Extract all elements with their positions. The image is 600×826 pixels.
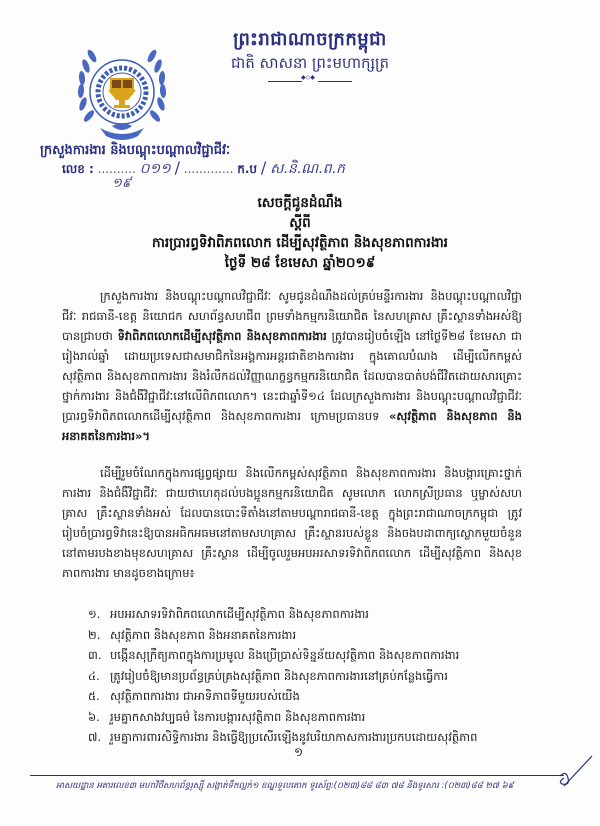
ministry-logo — [72, 44, 172, 144]
list-text: រួមគ្នាការពារសិទ្ធិការងារ និងធ្វើឱ្យប្រសើរឡើងនូវបរិយាកាសការងារប្រកបដោយសុវត្ថិភាព — [110, 730, 478, 744]
footer-divider — [30, 775, 564, 776]
paragraph-2-text: ដើម្បីរួមចំណែកក្នុងការផ្សព្វផ្សាយ និងលើកកម្ពស់សុវត្ថិភាព និងសុខភាពការងារ និងបង្ការគ្រោះថ្នាក់ការងារ និងជំងឺវិជ្ជាជីវៈ ជាយថាហេតុដល់បងប្អូនកម្មករនិយោជិត សូមលោក លោកស្រីប្រធាន ឬម្ចាស់សហគ្រាស គ្រឹះស្ថានទាំងអស់ ដែលបានបោះទីតាំងនៅតាមបណ្តារាជធានី-ខេត្ត ក្នុងព្រះរាជាណាចក្រកម្ពុជា ត្រូវរៀបចំប្រារព្ធទិវានេះឱ្យបានអធិកអធមនៅតាមសហគ្រាស គ្រឹះស្ថានរបស់ខ្លួន និងចងបដាពាក្យស្លោកមួយចំនួននៅតាមរបងខាងមុខសហគ្រាស គ្រឹះស្ថាន ដើម្បីចូលរួមអបអរសាទរទិវាពិភពលោក ដើម្បីសុវត្ថិភាព និងសុខភាពការងារ មានដូចខាងក្រោម៖ — [62, 466, 522, 580]
slash-divider: / — [174, 158, 180, 177]
document-date: ថ្ងៃទី ២៨ ខែមេសា ឆ្នាំ២០១៩ — [224, 255, 376, 271]
list-item — [88, 604, 548, 625]
list-number: ៥. — [88, 689, 100, 703]
paragraph-1-bold: ទិវាពិភពលោកដើម្បីសុវត្ថិភាព និងសុខភាពការងារ — [117, 329, 327, 343]
list-number: ២. — [88, 627, 101, 642]
initial-signature — [556, 752, 596, 792]
reference-code-print: ក.ប — [237, 162, 258, 176]
document-titles — [60, 193, 540, 273]
reference-number: ០១១ — [139, 161, 171, 177]
paragraph-2 — [62, 463, 522, 583]
national-motto: ជាតិ សាសនា ព្រះមហាក្សត្រ — [230, 54, 390, 72]
list-item — [88, 727, 548, 748]
list-number: ៧. — [88, 730, 102, 744]
list-text: រួមគ្នាកសាងវប្បធម៌ នៃការបង្ការសុវត្ថិភាព និងសុខភាពការងារ — [110, 709, 366, 724]
reference-dots: .......... — [97, 162, 136, 176]
ornament-divider — [268, 78, 352, 84]
ornament-icon — [302, 78, 318, 84]
reference-code-handwritten: ស.និ.ណ.ព.ក — [270, 161, 345, 177]
kingdom-header — [200, 28, 420, 84]
page-number: ១ — [294, 745, 304, 759]
list-number: ៤. — [88, 668, 100, 683]
reference-year: ១៩ — [112, 176, 132, 191]
signature-icon — [556, 752, 596, 792]
list-number: ៣. — [88, 648, 102, 662]
reference-label: លេខ : — [62, 162, 94, 176]
document-type: សេចក្តីជូនដំណឹង — [257, 195, 343, 211]
list-text: ត្រូវរៀបចំឱ្យមានប្រព័ន្ធគ្រប់គ្រងសុវត្ថិភាព និងសុខភាពការងារនៅគ្រប់កន្លែងធ្វើការ — [110, 668, 448, 683]
list-text: សុវត្ថិភាព និងសុខភាព និងអនាគតនៃការងារ — [110, 627, 297, 642]
list-item — [88, 625, 548, 646]
list-item — [88, 686, 548, 707]
list-number: ១. — [88, 607, 101, 621]
list-text: អបអរសាទរទិវាពិភពលោកដើម្បីសុវត្ថិភាព និងសុខភាពការងារ — [110, 607, 369, 621]
paragraph-1 — [62, 286, 522, 446]
about-label: ស្តីពី — [289, 215, 311, 231]
slash-divider: / — [260, 158, 267, 177]
slogan-list — [88, 604, 548, 748]
list-number: ៦. — [88, 709, 100, 724]
reference-dots: ............. — [183, 162, 234, 176]
ministry-name: ក្រសួងការងារ និងបណ្តុះបណ្តាលវិជ្ជាជីវៈ — [40, 143, 231, 158]
list-item — [88, 707, 548, 728]
paragraph-1-text-b: ត្រូវបានរៀបចំឡើង នៅថ្ងៃទី២៨ ខែមេសា ជារៀងរាល់ឆ្នាំ ដោយប្រទេសជាសមាជិកនៃអង្គការអន្តរជាតិខាងការងារ ក្នុងគោលបំណង ដើម្បីលើកកម្ពស់សុវត្ថិភាព និងសុខភាពការងារ និងរំលឹកដល់វិញ្ញាណក្ខន្ធកម្មករនិយោជិត ដែលបានបាត់បង់ជីវិតដោយសារគ្រោះថ្នាក់ការងារ និងជំងឺវិជ្ជាជីវៈនៅលើពិភពលោក។ នេះជាឆ្នាំទី១៤ ដែលក្រសួងការងារ និងបណ្តុះបណ្តាលវិជ្ជាជីវៈ ប្រារព្ធទិវាពិភពលោកដើម្បីសុវត្ថិភាព និងសុខភាពការងារ ក្រោមប្រធានបទ — [62, 329, 522, 423]
list-text: សុវត្ថិភាពការងារ ជាអាទិភាពទីមួយរបស់យើង — [110, 689, 300, 703]
kingdom-title: ព្រះរាជាណាចក្រកម្ពុជា — [233, 29, 387, 50]
list-text: បង្កើនសុក្រឹត្យភាពក្នុងការប្រមូល និងប្រើប្រាស់ទិន្នន័យសុវត្ថិភាព និងសុខភាពការងារ — [110, 648, 460, 662]
reference-number-line — [62, 160, 345, 177]
ministry-emblem-icon — [72, 44, 172, 144]
paragraph-1-text-a: ក្រសួងការងារ និងបណ្តុះបណ្តាលវិជ្ជាជីវៈ សូមជូនដំណឹងដល់គ្រប់មន្ទីរការងារ និងបណ្តុះបណ្តាលវិជ្ជាជីវៈ រាជធានី-ខេត្ត និយោជក សហព័ន្ធសហជីព ព្រមទាំងកម្មករនិយោជិត នៃសហគ្រាស គ្រឹះស្ថានទាំងអស់ឱ្យបានជ្រាបថា — [62, 289, 522, 343]
paragraph-1-theme: «សុវត្ថិភាព និងសុខភាព និងអនាគតនៃការងារ»។ — [62, 409, 522, 443]
document-subject: ការប្រារព្ធទិវាពិភពលោក ដើម្បីសុវត្ថិភាព និងសុខភាពការងារ — [152, 235, 448, 251]
list-item — [88, 666, 548, 687]
list-item — [88, 645, 548, 666]
footer-address: អាសយដ្ឋាន អគារលេខ៣ មហាវិថីសហព័ន្ធរុស្ស៊ី សង្កាត់ទឹកល្អក់១ ខណ្ឌទួលគោក ទូរស័ព្ទ:(០២៣)៨៨ ៨៣ ៧៨ និងទូរសារ :(០២៣)៨៨ ២៧ ៦៩ — [56, 781, 514, 791]
